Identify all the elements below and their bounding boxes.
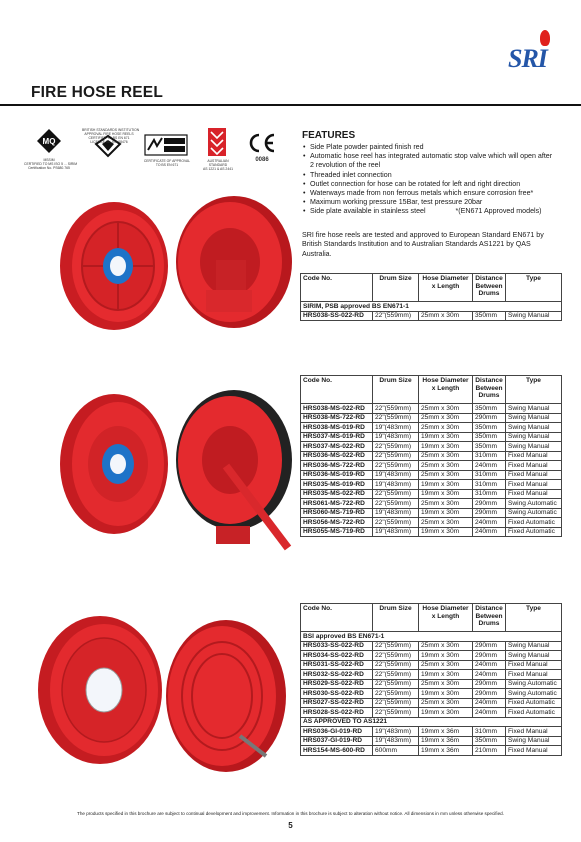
table-header-row bbox=[301, 604, 562, 632]
cell-type: Swing Manual bbox=[506, 413, 562, 423]
cell-drum-size: 22"(559mm) bbox=[373, 641, 419, 651]
spec-table-1 bbox=[300, 273, 562, 321]
col-header-distance: Distance Between Drums bbox=[473, 376, 506, 404]
hose-reel-photo-3 bbox=[30, 606, 290, 791]
cell-type: Swing Manual bbox=[506, 404, 562, 414]
cell-drum-size: 22"(559mm) bbox=[373, 670, 419, 680]
cell-drum-size: 22"(559mm) bbox=[373, 651, 419, 661]
mq-cert-icon bbox=[36, 128, 62, 159]
cell-hose: 25mm x 30m bbox=[419, 404, 473, 414]
col-header-distance: Distance Between Drums bbox=[473, 604, 506, 632]
table-row bbox=[301, 641, 562, 651]
section-label: AS APPROVED TO AS1221 bbox=[301, 717, 562, 727]
cell-type: Swing Manual bbox=[506, 651, 562, 661]
cell-code: HRS037-GI-019-RD bbox=[301, 736, 373, 746]
cell-drum-size: 22"(559mm) bbox=[373, 442, 419, 452]
feature-item bbox=[302, 207, 557, 216]
cell-type: Fixed Manual bbox=[506, 470, 562, 480]
cell-drum-size: 19"(483mm) bbox=[373, 432, 419, 442]
table-row bbox=[301, 404, 562, 414]
table-row bbox=[301, 499, 562, 509]
cell-code: HRS035-MS-019-RD bbox=[301, 480, 373, 490]
col-header-drum-size: Drum Size bbox=[373, 274, 419, 302]
cert-caption-ce: 0086 bbox=[255, 157, 269, 163]
cell-type: Swing Manual bbox=[506, 311, 562, 321]
cell-drum-size: 22"(559mm) bbox=[373, 499, 419, 509]
cell-type: Swing Manual bbox=[506, 641, 562, 651]
cell-hose: 19mm x 30m bbox=[419, 708, 473, 718]
cell-drum-size: 19"(483mm) bbox=[373, 736, 419, 746]
cell-code: HRS038-MS-722-RD bbox=[301, 413, 373, 423]
table-section-row bbox=[301, 302, 562, 312]
cell-distance: 240mm bbox=[473, 518, 506, 528]
table-row bbox=[301, 489, 562, 499]
feature-item-text: Side plate available in stainless steel bbox=[310, 207, 426, 216]
table-header-row bbox=[301, 274, 562, 302]
table-row bbox=[301, 311, 562, 321]
cell-type: Fixed Manual bbox=[506, 727, 562, 737]
table-row bbox=[301, 451, 562, 461]
hose-reel-photo-1 bbox=[56, 190, 296, 345]
cell-hose: 25mm x 30m bbox=[419, 518, 473, 528]
table-row bbox=[301, 679, 562, 689]
col-header-hose: Hose Diameter x Length bbox=[419, 376, 473, 404]
col-header-hose: Hose Diameter x Length bbox=[419, 604, 473, 632]
col-header-code: Code No. bbox=[301, 604, 373, 632]
cell-hose: 19mm x 36m bbox=[419, 736, 473, 746]
cell-hose: 19mm x 30m bbox=[419, 432, 473, 442]
cell-drum-size: 19"(483mm) bbox=[373, 727, 419, 737]
cell-hose: 25mm x 30m bbox=[419, 470, 473, 480]
feature-note: *(EN671 Approved models) bbox=[455, 207, 542, 216]
cell-hose: 19mm x 30m bbox=[419, 508, 473, 518]
cell-code: HRS032-SS-022-RD bbox=[301, 670, 373, 680]
cell-drum-size: 22"(559mm) bbox=[373, 518, 419, 528]
cell-drum-size: 22"(559mm) bbox=[373, 698, 419, 708]
cell-drum-size: 22"(559mm) bbox=[373, 404, 419, 414]
hose-reel-photo-2 bbox=[56, 376, 296, 571]
col-header-drum-size: Drum Size bbox=[373, 376, 419, 404]
cell-distance: 240mm bbox=[473, 461, 506, 471]
cert-caption-listed: CERTIFICATE OF APPROVAL TO BS EN 671 bbox=[143, 159, 191, 167]
cell-distance: 350mm bbox=[473, 404, 506, 414]
table-row bbox=[301, 736, 562, 746]
cell-code: HRS028-SS-022-RD bbox=[301, 708, 373, 718]
cell-hose: 25mm x 30m bbox=[419, 451, 473, 461]
col-header-code: Code No. bbox=[301, 274, 373, 302]
cell-type: Fixed Manual bbox=[506, 489, 562, 499]
cell-drum-size: 22"(559mm) bbox=[373, 311, 419, 321]
cell-type: Fixed Automatic bbox=[506, 527, 562, 537]
cell-distance: 310mm bbox=[473, 451, 506, 461]
table-section-row bbox=[301, 717, 562, 727]
table-row bbox=[301, 527, 562, 537]
cell-code: HRS030-SS-022-RD bbox=[301, 689, 373, 699]
cell-drum-size: 22"(559mm) bbox=[373, 451, 419, 461]
cell-type: Swing Manual bbox=[506, 736, 562, 746]
table-row bbox=[301, 670, 562, 680]
cell-code: HRS037-MS-022-RD bbox=[301, 442, 373, 452]
cell-hose: 19mm x 36m bbox=[419, 727, 473, 737]
cell-type: Swing Automatic bbox=[506, 508, 562, 518]
footer-disclaimer: The products specified in this brochure are subject to continual development and improvement. Information in this brochure is subject to alteration without notice. All dimensions in mm unless otherwise specified. bbox=[77, 811, 504, 816]
col-header-hose: Hose Diameter x Length bbox=[419, 274, 473, 302]
cell-hose: 25mm x 30m bbox=[419, 698, 473, 708]
intro-paragraph: SRI fire hose reels are tested and approved to European Standard EN671 by British Standards Institution and to Australian Standards AS1221 by QAS Australia. bbox=[302, 231, 544, 258]
cell-hose: 19mm x 30m bbox=[419, 527, 473, 537]
features-section bbox=[302, 130, 557, 217]
cell-code: HRS037-MS-019-RD bbox=[301, 432, 373, 442]
cell-hose: 25mm x 30m bbox=[419, 641, 473, 651]
cell-distance: 210mm bbox=[473, 746, 506, 756]
ce-mark-icon bbox=[246, 132, 276, 159]
cell-distance: 290mm bbox=[473, 499, 506, 509]
cell-code: HRS027-SS-022-RD bbox=[301, 698, 373, 708]
table-row bbox=[301, 698, 562, 708]
cell-hose: 19mm x 36m bbox=[419, 746, 473, 756]
feature-item: • Threaded inlet connection bbox=[302, 171, 557, 180]
table-header-row bbox=[301, 376, 562, 404]
cell-drum-size: 22"(559mm) bbox=[373, 489, 419, 499]
spec-table-3 bbox=[300, 603, 562, 756]
cell-distance: 310mm bbox=[473, 727, 506, 737]
cell-type: Fixed Manual bbox=[506, 451, 562, 461]
cell-distance: 240mm bbox=[473, 527, 506, 537]
col-header-type: Type bbox=[506, 604, 562, 632]
table-row bbox=[301, 413, 562, 423]
col-header-drum-size: Drum Size bbox=[373, 604, 419, 632]
cell-code: HRS038-SS-022-RD bbox=[301, 311, 373, 321]
listed-cert-icon bbox=[144, 134, 188, 161]
cell-type: Swing Automatic bbox=[506, 499, 562, 509]
title-divider bbox=[0, 104, 581, 106]
cell-distance: 310mm bbox=[473, 480, 506, 490]
cell-distance: 310mm bbox=[473, 489, 506, 499]
cell-drum-size: 19"(483mm) bbox=[373, 527, 419, 537]
page-title: FIRE HOSE REEL bbox=[31, 84, 163, 101]
cell-code: HRS033-SS-022-RD bbox=[301, 641, 373, 651]
table-row bbox=[301, 727, 562, 737]
feature-item: • Side Plate powder painted finish red bbox=[302, 143, 557, 152]
brand-name: SRI bbox=[508, 44, 547, 73]
col-header-type: Type bbox=[506, 274, 562, 302]
cell-drum-size: 22"(559mm) bbox=[373, 708, 419, 718]
cell-type: Fixed Automatic bbox=[506, 698, 562, 708]
cell-distance: 290mm bbox=[473, 689, 506, 699]
cell-type: Fixed Automatic bbox=[506, 518, 562, 528]
table-row bbox=[301, 442, 562, 452]
cell-hose: 19mm x 30m bbox=[419, 670, 473, 680]
feature-item: • Waterways made from non ferrous metals which ensure corrosion free* bbox=[302, 189, 557, 198]
cell-drum-size: 22"(559mm) bbox=[373, 679, 419, 689]
table-row bbox=[301, 518, 562, 528]
cell-code: HRS035-MS-022-RD bbox=[301, 489, 373, 499]
features-heading: FEATURES bbox=[302, 130, 356, 141]
cell-drum-size: 19"(483mm) bbox=[373, 470, 419, 480]
table-body bbox=[301, 302, 562, 321]
cell-type: Fixed Manual bbox=[506, 660, 562, 670]
cell-distance: 290mm bbox=[473, 679, 506, 689]
col-header-distance: Distance Between Drums bbox=[473, 274, 506, 302]
section-label: BSI approved BS EN671-1 bbox=[301, 632, 562, 642]
cell-hose: 25mm x 30m bbox=[419, 461, 473, 471]
cell-type: Fixed Manual bbox=[506, 461, 562, 471]
australian-standard-icon bbox=[208, 128, 226, 161]
cell-type: Swing Manual bbox=[506, 442, 562, 452]
spec-table-2 bbox=[300, 375, 562, 537]
table-row bbox=[301, 689, 562, 699]
table-row bbox=[301, 508, 562, 518]
feature-item: • Maximum working pressure 15Bar, test pressure 20bar bbox=[302, 198, 557, 207]
cell-distance: 240mm bbox=[473, 708, 506, 718]
cell-type: Swing Automatic bbox=[506, 679, 562, 689]
cell-code: HRS031-SS-022-RD bbox=[301, 660, 373, 670]
table-row bbox=[301, 432, 562, 442]
cell-code: HRS036-MS-019-RD bbox=[301, 470, 373, 480]
cell-hose: 25mm x 30m bbox=[419, 499, 473, 509]
cell-distance: 240mm bbox=[473, 670, 506, 680]
table-row bbox=[301, 461, 562, 471]
svg-text:MQ: MQ bbox=[42, 137, 56, 146]
cell-distance: 290mm bbox=[473, 508, 506, 518]
cell-drum-size: 22"(559mm) bbox=[373, 461, 419, 471]
feature-item: • Outlet connection for hose can be rotated for left and right direction bbox=[302, 180, 557, 189]
cell-distance: 240mm bbox=[473, 660, 506, 670]
cell-type: Fixed Manual bbox=[506, 746, 562, 756]
cell-code: HRS038-MS-022-RD bbox=[301, 404, 373, 414]
cell-code: HRS036-GI-019-RD bbox=[301, 727, 373, 737]
features-list bbox=[302, 143, 557, 217]
cell-code: HRS055-MS-719-RD bbox=[301, 527, 373, 537]
cell-distance: 290mm bbox=[473, 651, 506, 661]
cell-drum-size: 19"(483mm) bbox=[373, 423, 419, 433]
cell-distance: 350mm bbox=[473, 442, 506, 452]
cell-code: HRS056-MS-722-RD bbox=[301, 518, 373, 528]
table-row bbox=[301, 746, 562, 756]
table-row bbox=[301, 651, 562, 661]
cell-drum-size: 19"(483mm) bbox=[373, 480, 419, 490]
section-label: SIRIM, PSB approved BS EN671-1 bbox=[301, 302, 562, 312]
table-row bbox=[301, 708, 562, 718]
cell-distance: 290mm bbox=[473, 641, 506, 651]
cell-drum-size: 600mm bbox=[373, 746, 419, 756]
cell-distance: 350mm bbox=[473, 311, 506, 321]
cell-drum-size: 22"(559mm) bbox=[373, 689, 419, 699]
cell-hose: 19mm x 30m bbox=[419, 689, 473, 699]
table-row bbox=[301, 470, 562, 480]
cell-type: Fixed Manual bbox=[506, 670, 562, 680]
cell-code: HRS036-MS-022-RD bbox=[301, 451, 373, 461]
cell-distance: 350mm bbox=[473, 423, 506, 433]
cell-distance: 350mm bbox=[473, 736, 506, 746]
cell-hose: 25mm x 30m bbox=[419, 679, 473, 689]
cell-drum-size: 22"(559mm) bbox=[373, 660, 419, 670]
cell-code: HRS029-SS-022-RD bbox=[301, 679, 373, 689]
cell-type: Fixed Manual bbox=[506, 480, 562, 490]
cell-drum-size: 22"(559mm) bbox=[373, 413, 419, 423]
cell-hose: 25mm x 30m bbox=[419, 423, 473, 433]
col-header-type: Type bbox=[506, 376, 562, 404]
cell-code: HRS038-MS-019-RD bbox=[301, 423, 373, 433]
cell-hose: 19mm x 30m bbox=[419, 651, 473, 661]
cell-code: HRS034-SS-022-RD bbox=[301, 651, 373, 661]
cell-code: HRS036-MS-722-RD bbox=[301, 461, 373, 471]
table-row bbox=[301, 660, 562, 670]
cell-code: HRS154-MS-600-RD bbox=[301, 746, 373, 756]
cell-drum-size: 19"(483mm) bbox=[373, 508, 419, 518]
table-section-row bbox=[301, 632, 562, 642]
cell-hose: 19mm x 30m bbox=[419, 480, 473, 490]
cell-type: Fixed Automatic bbox=[506, 708, 562, 718]
cell-type: Swing Manual bbox=[506, 432, 562, 442]
cell-hose: 25mm x 30m bbox=[419, 413, 473, 423]
certification-marks bbox=[24, 128, 282, 178]
cell-code: HRS061-MS-722-RD bbox=[301, 499, 373, 509]
feature-item: • Automatic hose reel has integrated automatic stop valve which will open after 2 revolution of the reel bbox=[302, 152, 557, 170]
table-row bbox=[301, 423, 562, 433]
cert-caption-mq: MSSIM CERTIFIED TO MS ISO 5 ... SIRIM Certification No. PS680.765 bbox=[24, 158, 78, 170]
col-header-code: Code No. bbox=[301, 376, 373, 404]
cell-distance: 240mm bbox=[473, 698, 506, 708]
cell-code: HRS060-MS-719-RD bbox=[301, 508, 373, 518]
cert-caption-bsi: BRITISH STANDARDS INSTITUTION APPROVAL FIRE HOSE REELS CERTIFIED TO BS EN 671 LICENCE No. KM 08476 bbox=[82, 128, 140, 144]
cell-distance: 310mm bbox=[473, 470, 506, 480]
cell-hose: 25mm x 30m bbox=[419, 311, 473, 321]
table-row bbox=[301, 480, 562, 490]
sri-logo bbox=[508, 30, 556, 74]
cert-caption-as: AUSTRALIAN STANDARD AS 1221 & AS 2441 bbox=[203, 159, 233, 171]
cell-type: Swing Manual bbox=[506, 423, 562, 433]
cell-hose: 19mm x 30m bbox=[419, 442, 473, 452]
cell-type: Swing Automatic bbox=[506, 689, 562, 699]
cell-distance: 350mm bbox=[473, 432, 506, 442]
table-body bbox=[301, 404, 562, 537]
page-number: 5 bbox=[288, 821, 293, 830]
cell-hose: 19mm x 30m bbox=[419, 489, 473, 499]
cell-distance: 290mm bbox=[473, 413, 506, 423]
table-body bbox=[301, 632, 562, 756]
cell-hose: 25mm x 30m bbox=[419, 660, 473, 670]
